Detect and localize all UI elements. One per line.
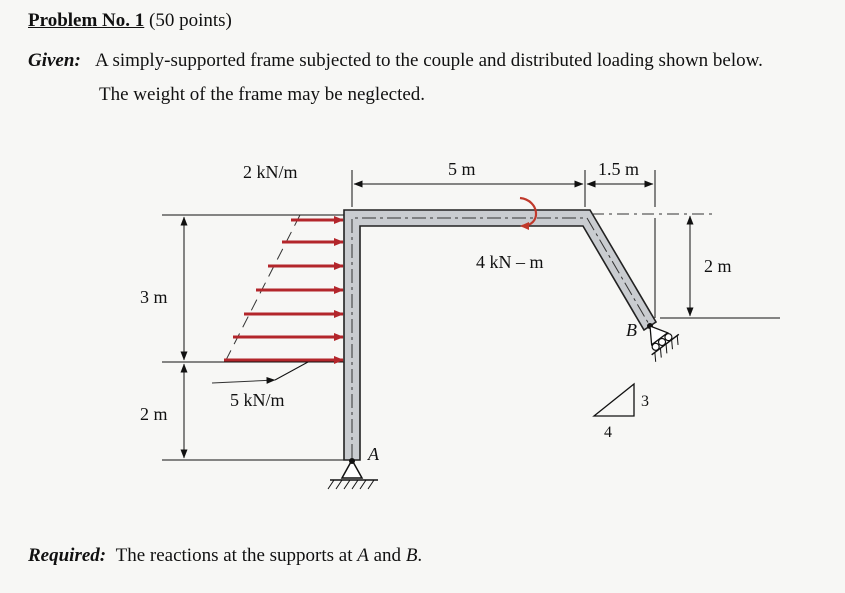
frame-body (344, 210, 656, 460)
problem-number: Problem No. 1 (28, 10, 145, 31)
slope-run-label: 4 (604, 424, 612, 441)
required-label: Required: (28, 545, 107, 566)
problem-points: (50 points) (149, 10, 232, 31)
load-top-label: 2 kN/m (243, 162, 298, 182)
slope-triangle (594, 384, 649, 441)
dim-5m-label: 5 m (448, 159, 476, 179)
required-statement: Required: The reactions at the supports at A and B. (28, 545, 423, 566)
dimension-top (352, 159, 655, 207)
load-bottom-label: 5 kN/m (230, 390, 285, 410)
dim-1.5m-label: 1.5 m (598, 159, 640, 179)
dim-3m-label: 3 m (140, 287, 168, 307)
dim-2m-right-label: 2 m (704, 256, 732, 276)
dim-2m-left-label: 2 m (140, 404, 168, 424)
given-label: Given: (28, 50, 81, 71)
support-a-label: A (368, 444, 379, 464)
given-line-1: A simply-supported frame subjected to the couple and distributed loading shown below. (95, 50, 763, 71)
support-b-label: B (626, 320, 637, 340)
slope-rise-label: 3 (641, 393, 649, 410)
couple-label: 4 kN – m (476, 252, 544, 272)
couple-moment (476, 198, 544, 272)
frame-members (344, 210, 656, 460)
distributed-load (212, 162, 343, 410)
given-line-2: The weight of the frame may be neglected. (99, 84, 426, 105)
